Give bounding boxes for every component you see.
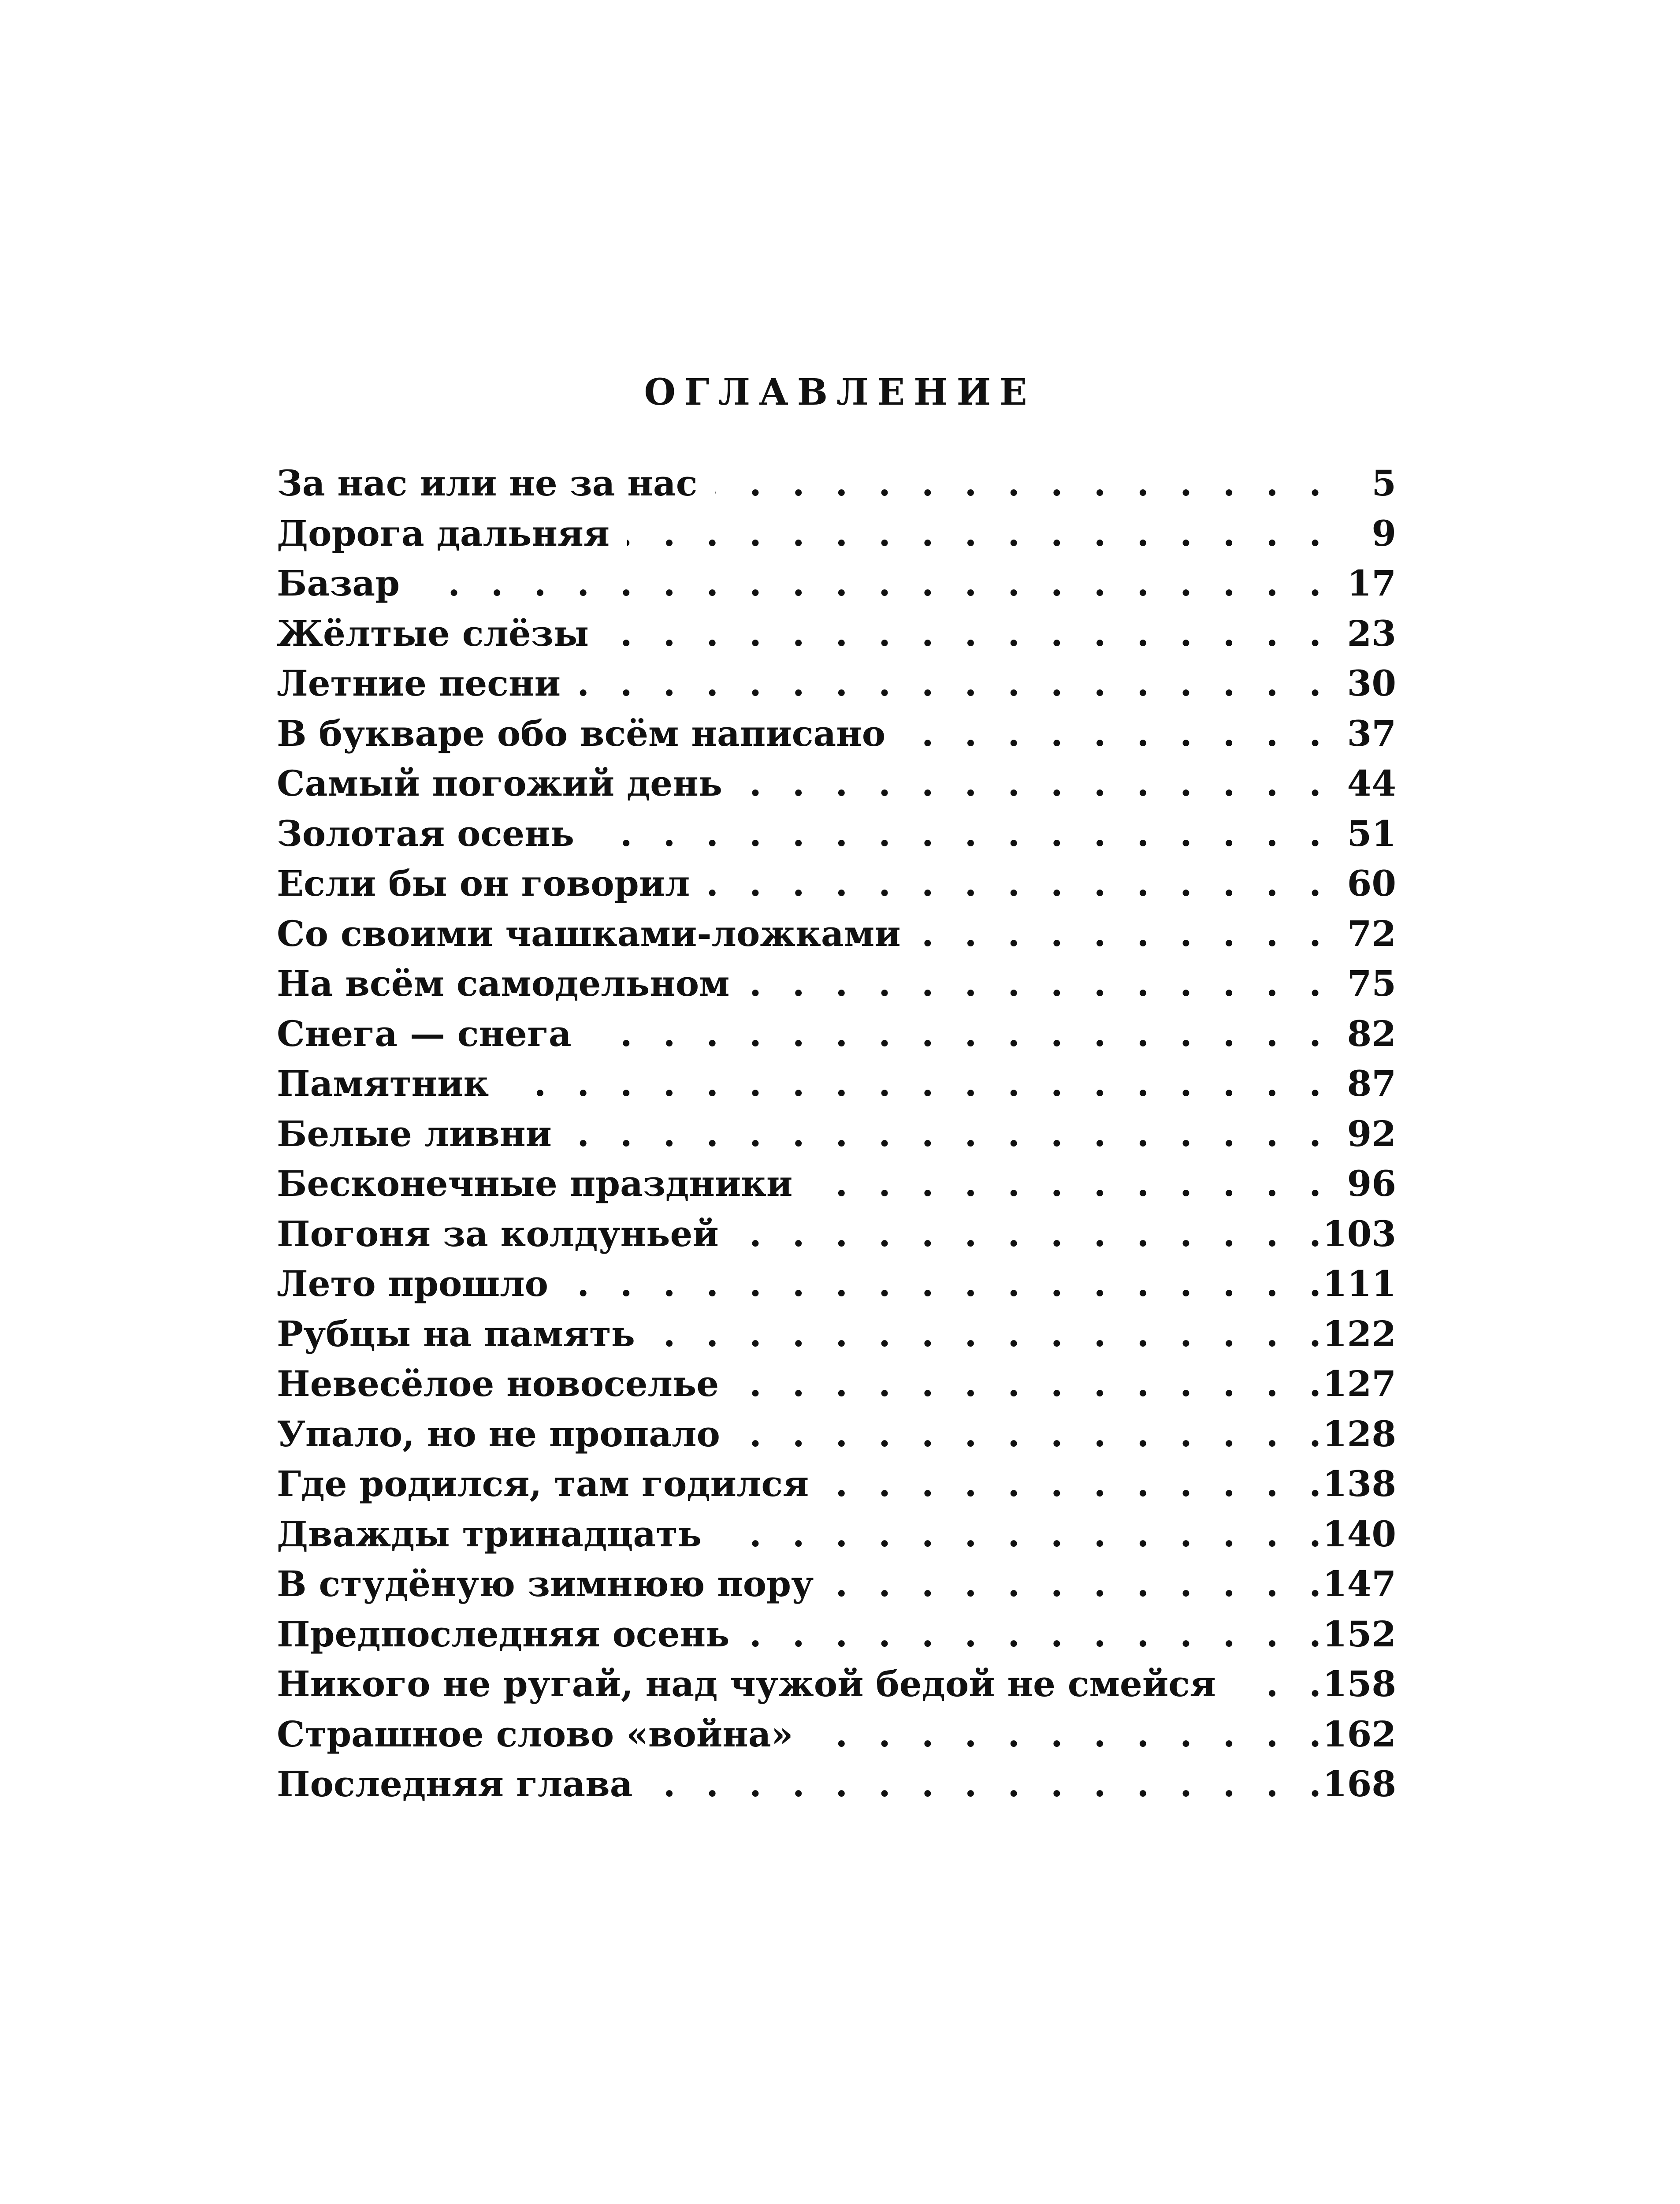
toc-entry (277, 909, 1396, 959)
toc-entry-page-number: 17 (1347, 562, 1396, 604)
toc-entry-title: Погоня за колдуньей (277, 1213, 719, 1255)
toc-entry-title: Страшное слово «война» (277, 1713, 793, 1755)
toc-entry (277, 959, 1396, 1009)
dot-leader (592, 809, 1321, 859)
toc-entry (277, 1559, 1396, 1609)
toc-entry-title: В студёную зимнюю пору (277, 1563, 814, 1605)
toc-entry (277, 1359, 1396, 1409)
toc-entry (277, 709, 1396, 759)
dot-leader (736, 1209, 1321, 1259)
dot-leader (589, 1009, 1321, 1059)
toc-entry-page-number: 138 (1323, 1463, 1396, 1504)
toc-entry (277, 659, 1396, 709)
dot-leader (606, 609, 1321, 659)
toc-entry-page-number: 9 (1372, 512, 1396, 554)
toc-entry-title: Летние песни (277, 663, 561, 704)
dot-leader (715, 458, 1321, 509)
dot-leader (578, 659, 1321, 709)
dot-leader (627, 509, 1321, 559)
toc-entry-page-number: 72 (1347, 912, 1396, 954)
dot-leader (1234, 1659, 1321, 1709)
toc-entry-title: Жёлтые слёзы (277, 612, 589, 654)
toc-entry-title: На всём самодельном (277, 963, 730, 1004)
toc-entry-page-number: 75 (1347, 963, 1396, 1004)
toc-entry-title: Где родился, там годился (277, 1463, 809, 1504)
dot-leader (653, 1309, 1321, 1359)
dot-leader (506, 1059, 1321, 1109)
toc-entry (277, 509, 1396, 559)
toc-entry (277, 1209, 1396, 1259)
toc-entry-title: Бесконечные праздники (277, 1163, 793, 1204)
dot-leader (417, 558, 1321, 609)
toc-entry-title: Дважды тринадцать (277, 1513, 702, 1555)
toc-entry-page-number: 92 (1347, 1113, 1396, 1154)
toc-entry-page-number: 5 (1372, 462, 1396, 504)
toc-entry-title: Самый погожий день (277, 763, 723, 804)
toc-entry-page-number: 168 (1323, 1763, 1396, 1805)
toc-entry (277, 1659, 1396, 1709)
toc-entry-page-number: 162 (1323, 1713, 1396, 1755)
toc-list (277, 458, 1396, 1809)
toc-entry-page-number: 158 (1323, 1663, 1396, 1705)
toc-entry (277, 1609, 1396, 1660)
toc-entry-title: Базар (277, 562, 400, 604)
toc-entry (277, 1459, 1396, 1509)
toc-entry (277, 1109, 1396, 1159)
dot-leader (831, 1559, 1321, 1609)
toc-entry-title: Со своими чашками-ложками (277, 912, 901, 954)
toc-entry-title: Дорога дальняя (277, 512, 610, 554)
toc-entry (277, 558, 1396, 609)
toc-entry-page-number: 44 (1347, 763, 1396, 804)
toc-entry-page-number: 23 (1347, 612, 1396, 654)
toc-entry-page-number: 111 (1323, 1263, 1396, 1304)
toc-entry-title: Белые ливни (277, 1113, 552, 1154)
toc-entry-page-number: 87 (1347, 1063, 1396, 1104)
toc-heading: ОГЛАВЛЕНИЕ (644, 371, 1036, 413)
toc-entry-title: В букваре обо всём написано (277, 712, 886, 754)
toc-entry (277, 1509, 1396, 1560)
toc-entry (277, 1709, 1396, 1760)
dot-leader (918, 909, 1321, 959)
toc-entry-title: Предпоследняя осень (277, 1613, 730, 1655)
toc-entry-title: Невесёлое новоселье (277, 1363, 719, 1404)
toc-entry-title: Никого не ругай, над чужой бедой не смейся (277, 1663, 1216, 1705)
toc-entry-title: Последняя глава (277, 1763, 633, 1805)
dot-leader (747, 959, 1321, 1009)
toc-entry-page-number: 122 (1323, 1313, 1396, 1355)
dot-leader (650, 1759, 1321, 1809)
dot-leader (738, 1409, 1321, 1459)
toc-entry-title: Если бы он говорил (277, 863, 690, 904)
toc-entry-page-number: 147 (1323, 1563, 1396, 1605)
toc-entry-page-number: 103 (1323, 1213, 1396, 1255)
toc-entry-title: Лето прошло (277, 1263, 549, 1304)
dot-leader (903, 709, 1321, 759)
toc-entry (277, 759, 1396, 809)
toc-entry-page-number: 82 (1347, 1013, 1396, 1054)
toc-entry (277, 458, 1396, 509)
toc-entry (277, 1059, 1396, 1109)
toc-entry-page-number: 60 (1347, 863, 1396, 904)
toc-entry-title: Памятник (277, 1063, 489, 1104)
toc-entry (277, 1309, 1396, 1359)
toc-entry-title: За нас или не за нас (277, 462, 698, 504)
toc-entry-page-number: 37 (1347, 712, 1396, 754)
toc-entry-page-number: 152 (1323, 1613, 1396, 1655)
toc-entry (277, 609, 1396, 659)
dot-leader (707, 859, 1321, 909)
toc-entry-page-number: 128 (1323, 1413, 1396, 1455)
toc-entry-page-number: 140 (1323, 1513, 1396, 1555)
dot-leader (826, 1459, 1321, 1509)
toc-entry (277, 1009, 1396, 1059)
toc-entry-page-number: 51 (1347, 812, 1396, 854)
dot-leader (736, 1359, 1321, 1409)
toc-entry (277, 859, 1396, 909)
toc-entry (277, 1759, 1396, 1809)
toc-entry-title: Снега — снега (277, 1013, 572, 1054)
dot-leader (566, 1259, 1321, 1309)
toc-entry-page-number: 96 (1347, 1163, 1396, 1204)
dot-leader (740, 759, 1321, 809)
toc-entry-page-number: 127 (1323, 1363, 1396, 1404)
toc-entry-title: Рубцы на память (277, 1313, 635, 1355)
toc-entry-title: Золотая осень (277, 812, 574, 854)
toc-entry (277, 809, 1396, 859)
dot-leader (747, 1609, 1321, 1660)
toc-entry (277, 1259, 1396, 1309)
dot-leader (569, 1109, 1321, 1159)
toc-entry-page-number: 30 (1347, 663, 1396, 704)
dot-leader (810, 1159, 1321, 1209)
dot-leader (811, 1709, 1321, 1760)
toc-entry (277, 1159, 1396, 1209)
toc-entry-title: Упало, но не пропало (277, 1413, 720, 1455)
toc-entry (277, 1409, 1396, 1459)
dot-leader (719, 1509, 1321, 1560)
